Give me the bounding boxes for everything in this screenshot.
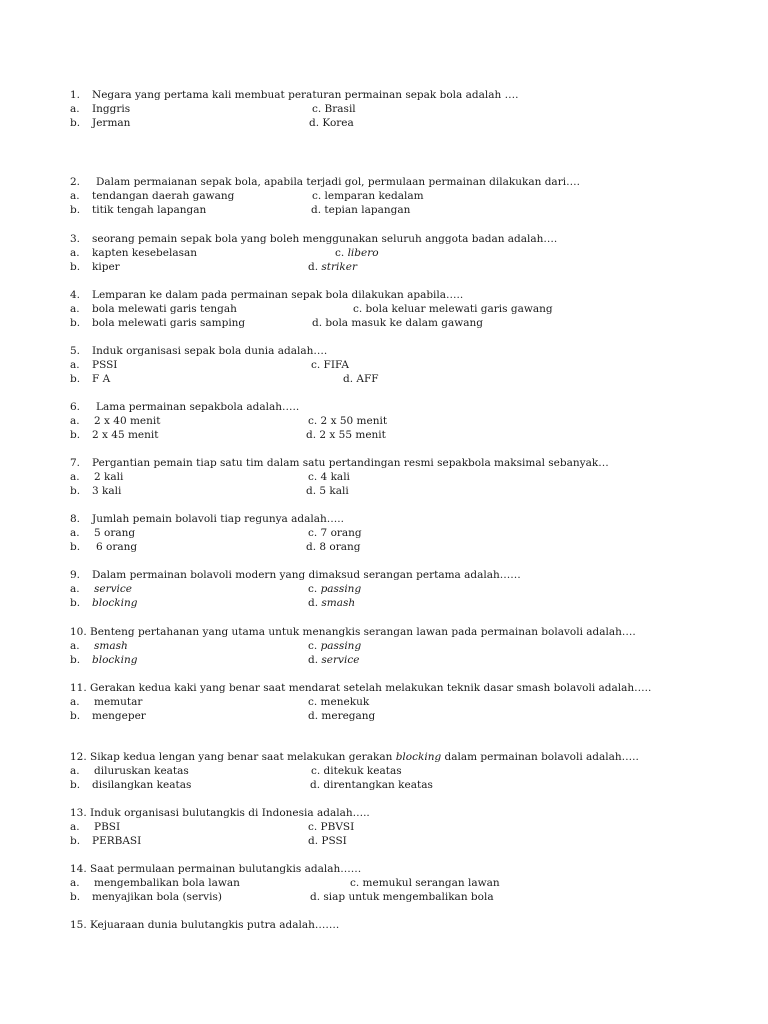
question-text: Dalam permaianan sepak bola, apabila terjadi gol, permulaan permainan dilakukan dari…. bbox=[96, 176, 580, 188]
question-text: Kejuaraan dunia bulutangkis putra adalah……. bbox=[90, 919, 340, 931]
option-d: d. direntangkan keatas bbox=[310, 779, 433, 791]
option-b: bola melewati garis samping bbox=[92, 317, 246, 329]
option-d: d. service bbox=[308, 654, 360, 666]
option-c: c. passing bbox=[308, 583, 362, 595]
option-letter-b: b. bbox=[70, 891, 81, 903]
question-text: Pergantian pemain tiap satu tim dalam satu pertandingan resmi sepakbola maksimal sebanyak… bbox=[92, 457, 609, 469]
option-letter-a: a. bbox=[70, 190, 80, 202]
option-d: d. smash bbox=[308, 597, 356, 609]
option-d: d. Korea bbox=[309, 117, 354, 129]
option-letter-a: a. bbox=[70, 303, 80, 315]
question-1 bbox=[70, 88, 750, 130]
option-letter-b: b. bbox=[70, 204, 81, 216]
question-10 bbox=[70, 625, 750, 667]
option-c: c. 7 orang bbox=[308, 527, 362, 539]
question-number: 5. bbox=[70, 345, 81, 357]
option-letter-a: a. bbox=[70, 247, 80, 259]
option-a: PSSI bbox=[92, 359, 118, 371]
option-letter-b: b. bbox=[70, 373, 81, 385]
option-c: c. ditekuk keatas bbox=[311, 765, 402, 777]
option-letter-a: a. bbox=[70, 471, 80, 483]
option-b: mengeper bbox=[92, 710, 146, 722]
question-text: Negara yang pertama kali membuat peraturan permainan sepak bola adalah …. bbox=[92, 89, 519, 101]
question-number: 14. bbox=[70, 863, 87, 875]
question-9 bbox=[70, 568, 750, 610]
option-d: d. 5 kali bbox=[306, 485, 349, 497]
option-c: c. 4 kali bbox=[308, 471, 350, 483]
option-c: c. Brasil bbox=[312, 103, 356, 115]
option-b: titik tengah lapangan bbox=[92, 204, 207, 216]
option-letter-b: b. bbox=[70, 541, 81, 553]
option-a: 2 x 40 menit bbox=[94, 415, 161, 427]
option-d: d. AFF bbox=[343, 373, 379, 385]
option-c: c. menekuk bbox=[308, 696, 370, 708]
question-13 bbox=[70, 806, 750, 848]
option-d: d. meregang bbox=[308, 710, 376, 722]
option-d: d. 2 x 55 menit bbox=[306, 429, 386, 441]
option-a: Inggris bbox=[92, 103, 131, 115]
option-b: menyajikan bola (servis) bbox=[92, 891, 222, 903]
option-d: d. PSSI bbox=[308, 835, 347, 847]
option-b: Jerman bbox=[92, 117, 131, 129]
option-a: 2 kali bbox=[94, 471, 124, 483]
option-d: d. striker bbox=[308, 261, 357, 273]
question-number: 11. bbox=[70, 682, 87, 694]
option-a: PBSI bbox=[94, 821, 121, 833]
question-number: 12. bbox=[70, 751, 87, 763]
question-text: seorang pemain sepak bola yang boleh menggunakan seluruh anggota badan adalah…. bbox=[92, 233, 558, 245]
option-letter-a: a. bbox=[70, 765, 80, 777]
option-a: smash bbox=[94, 640, 128, 652]
option-letter-a: a. bbox=[70, 103, 80, 115]
option-letter-b: b. bbox=[70, 429, 81, 441]
question-6 bbox=[70, 400, 750, 442]
option-letter-a: a. bbox=[70, 640, 80, 652]
option-c: c. memukul serangan lawan bbox=[350, 877, 500, 889]
question-12 bbox=[70, 750, 750, 792]
option-a: bola melewati garis tengah bbox=[92, 303, 237, 315]
option-b: 3 kali bbox=[92, 485, 122, 497]
option-a: kapten kesebelasan bbox=[92, 247, 198, 259]
option-letter-a: a. bbox=[70, 877, 80, 889]
option-b: disilangkan keatas bbox=[92, 779, 192, 791]
option-a: diluruskan keatas bbox=[94, 765, 189, 777]
option-b: F A bbox=[92, 373, 111, 385]
question-number: 7. bbox=[70, 457, 81, 469]
question-text: Gerakan kedua kaki yang benar saat mendarat setelah melakukan teknik dasar smash bolavoli adalah….. bbox=[90, 682, 652, 694]
option-letter-b: b. bbox=[70, 779, 81, 791]
option-b: PERBASI bbox=[92, 835, 142, 847]
option-letter-b: b. bbox=[70, 597, 81, 609]
option-a: 5 orang bbox=[94, 527, 136, 539]
question-number: 4. bbox=[70, 289, 81, 301]
question-text: Induk organisasi sepak bola dunia adalah…. bbox=[92, 345, 328, 357]
option-letter-a: a. bbox=[70, 359, 80, 371]
option-letter-b: b. bbox=[70, 710, 81, 722]
question-text: Dalam permainan bolavoli modern yang dimaksud serangan pertama adalah…… bbox=[92, 569, 521, 581]
question-text: Lemparan ke dalam pada permainan sepak bola dilakukan apabila….. bbox=[92, 289, 464, 301]
option-letter-a: a. bbox=[70, 415, 80, 427]
option-letter-a: a. bbox=[70, 583, 80, 595]
question-text: Induk organisasi bulutangkis di Indonesia adalah….. bbox=[90, 807, 370, 819]
question-15 bbox=[70, 918, 750, 932]
question-number: 8. bbox=[70, 513, 81, 525]
option-c: c. lemparan kedalam bbox=[312, 190, 424, 202]
question-number: 6. bbox=[70, 401, 81, 413]
option-letter-b: b. bbox=[70, 261, 81, 273]
option-d: d. tepian lapangan bbox=[311, 204, 411, 216]
option-c: c. bola keluar melewati garis gawang bbox=[353, 303, 553, 315]
option-c: c. PBVSI bbox=[308, 821, 355, 833]
option-letter-b: b. bbox=[70, 485, 81, 497]
question-2 bbox=[70, 175, 750, 217]
question-8 bbox=[70, 512, 750, 554]
option-c: c. passing bbox=[308, 640, 362, 652]
question-text: Lama permainan sepakbola adalah….. bbox=[96, 401, 300, 413]
option-b: 6 orang bbox=[96, 541, 138, 553]
option-letter-b: b. bbox=[70, 117, 81, 129]
question-5 bbox=[70, 344, 750, 386]
option-d: d. bola masuk ke dalam gawang bbox=[312, 317, 483, 329]
option-d: d. 8 orang bbox=[306, 541, 361, 553]
question-3 bbox=[70, 232, 750, 274]
option-d: d. siap untuk mengembalikan bola bbox=[310, 891, 494, 903]
question-text: Saat permulaan permainan bulutangkis adalah…… bbox=[90, 863, 362, 875]
option-a: service bbox=[94, 583, 133, 595]
option-b: kiper bbox=[92, 261, 120, 273]
option-letter-a: a. bbox=[70, 527, 80, 539]
question-number: 10. bbox=[70, 626, 87, 638]
question-text: Jumlah pemain bolavoli tiap regunya adalah….. bbox=[92, 513, 344, 525]
option-c: c. libero bbox=[335, 247, 379, 259]
option-letter-b: b. bbox=[70, 835, 81, 847]
option-b: blocking bbox=[92, 597, 138, 609]
option-b: 2 x 45 menit bbox=[92, 429, 159, 441]
option-c: c. FIFA bbox=[311, 359, 349, 371]
option-a: tendangan daerah gawang bbox=[92, 190, 235, 202]
question-text: Benteng pertahanan yang utama untuk menangkis serangan lawan pada permainan bolavoli adalah…. bbox=[90, 626, 636, 638]
option-letter-a: a. bbox=[70, 821, 80, 833]
option-a: memutar bbox=[94, 696, 143, 708]
question-number: 13. bbox=[70, 807, 87, 819]
option-letter-b: b. bbox=[70, 317, 81, 329]
question-number: 3. bbox=[70, 233, 81, 245]
question-number: 2. bbox=[70, 176, 81, 188]
option-b: blocking bbox=[92, 654, 138, 666]
question-number: 15. bbox=[70, 919, 87, 931]
question-text: Sikap kedua lengan yang benar saat melakukan gerakan blocking dalam permainan bolavoli adalah….. bbox=[90, 751, 639, 763]
option-a: mengembalikan bola lawan bbox=[94, 877, 240, 889]
question-11 bbox=[70, 681, 750, 723]
option-letter-b: b. bbox=[70, 654, 81, 666]
question-14 bbox=[70, 862, 750, 904]
question-number: 1. bbox=[70, 89, 81, 101]
question-4 bbox=[70, 288, 750, 330]
question-number: 9. bbox=[70, 569, 81, 581]
option-c: c. 2 x 50 menit bbox=[308, 415, 388, 427]
question-7 bbox=[70, 456, 750, 498]
option-letter-a: a. bbox=[70, 696, 80, 708]
